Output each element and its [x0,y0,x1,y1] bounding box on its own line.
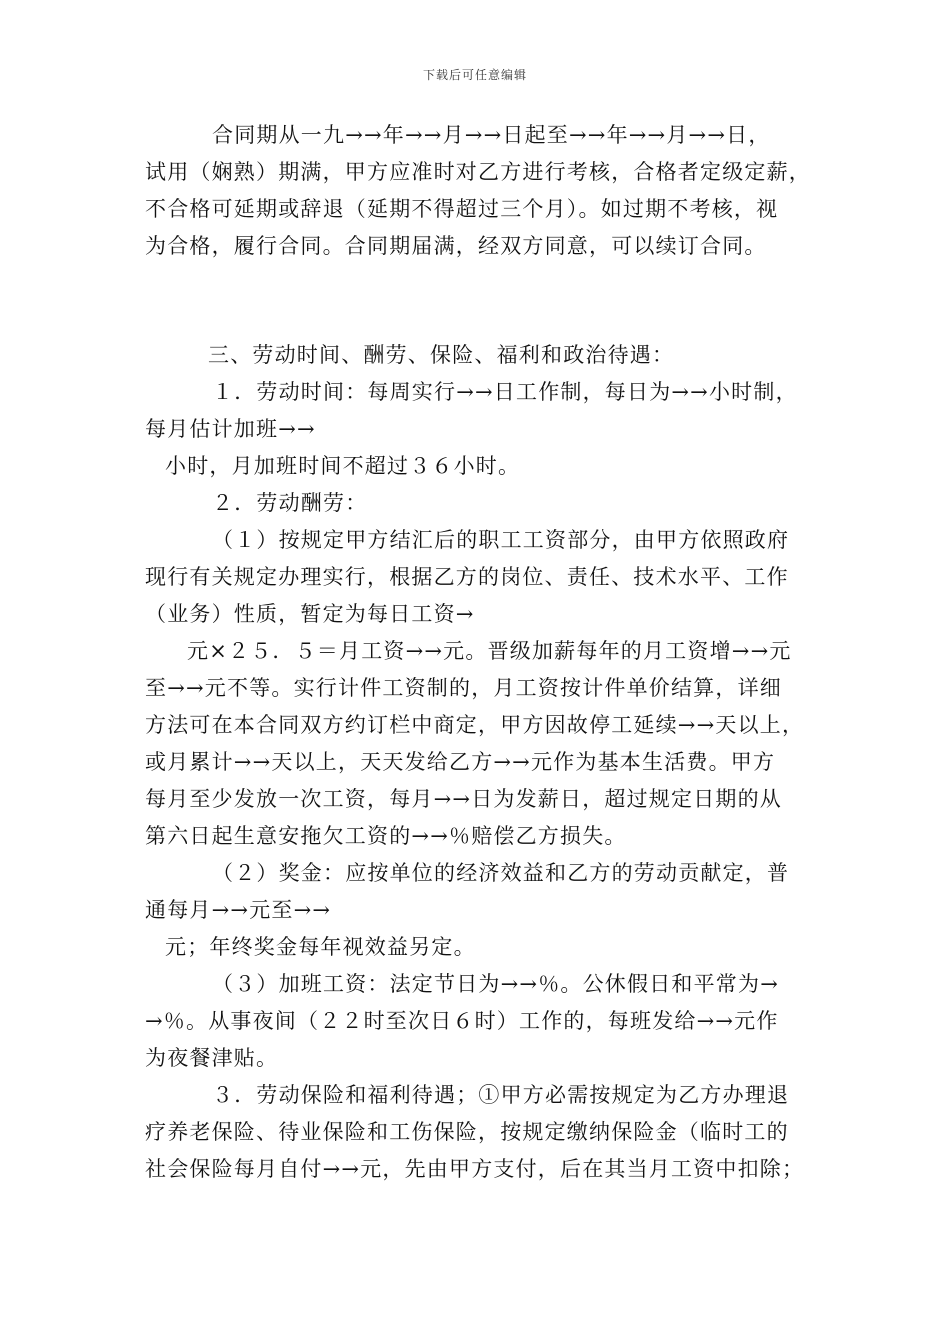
paragraph-line: 每月估计加班→→ [145,417,316,441]
paragraph-line: （２）奖金：应按单位的经济效益和乙方的劳动贡献定，普 [212,861,790,885]
paragraph-line: 至→→元不等。实行计件工资制的，月工资按计件单价结算，详细 [145,676,782,700]
paragraph-line: 第六日起生意安拖欠工资的→→％赔偿乙方损失。 [145,824,627,848]
paragraph-line: 或月累计→→天以上，天天发给乙方→→元作为基本生活费。甲方 [145,750,776,774]
paragraph-line: 小时，月加班时间不超过３６小时。 [165,454,521,478]
paragraph-line: 方法可在本合同双方约订栏中商定，甲方因故停工延续→→天以上， [145,713,805,737]
paragraph-line: 为合格，履行合同。合同期届满，经双方同意，可以续订合同。 [145,234,767,258]
paragraph-line: （１）按规定甲方结汇后的职工工资部分，由甲方依照政府 [212,528,790,552]
paragraph-line: 不合格可延期或辞退（延期不得超过三个月）。如过期不考核，视 [145,197,779,221]
paragraph-line: 试用（娴熟）期满，甲方应准时对乙方进行考核，合格者定级定薪， [145,160,811,184]
section-heading: 三、劳动时间、酬劳、保险、福利和政治待遇： [208,343,675,367]
paragraph-line: （３）加班工资：法定节日为→→％。公休假日和平常为→ [212,972,779,996]
paragraph-line: 元；年终奖金每年视效益另定。 [165,935,476,959]
paragraph-line: 社会保险每月自付→→元，先由甲方支付，后在其当月工资中扣除； [145,1157,805,1181]
paragraph-line: 疗养老保险、待业保险和工伤保险，按规定缴纳保险金（临时工的 [145,1120,789,1144]
paragraph-line: １．劳动时间：每周实行→→日工作制，每日为→→小时制， [212,380,798,404]
paragraph-line: →％。从事夜间（２２时至次日６时）工作的，每班发给→→元作 [145,1009,779,1033]
paragraph-line: 为夜餐津贴。 [145,1046,279,1070]
paragraph-line: 合同期从一九→→年→→月→→日起至→→年→→月→→日， [212,123,771,147]
paragraph-line: 每月至少发放一次工资，每月→→日为发薪日，超过规定日期的从 [145,787,782,811]
paragraph-line: 现行有关规定办理实行，根据乙方的岗位、责任、技术水平、工作 [145,565,789,589]
paragraph-line: （业务）性质，暂定为每日工资→ [145,602,475,626]
subsection-heading: ２．劳动酬劳： [212,491,368,515]
paragraph-line: 元×２５．５＝月工资→→元。晋级加薪每年的月工资增→→元 [187,639,792,663]
paragraph-line: 通每月→→元至→→ [145,898,332,922]
paragraph-line: ３．劳动保险和福利待遇；①甲方必需按规定为乙方办理退 [212,1083,790,1107]
page-header: 下载后可任意编辑 [422,68,527,82]
